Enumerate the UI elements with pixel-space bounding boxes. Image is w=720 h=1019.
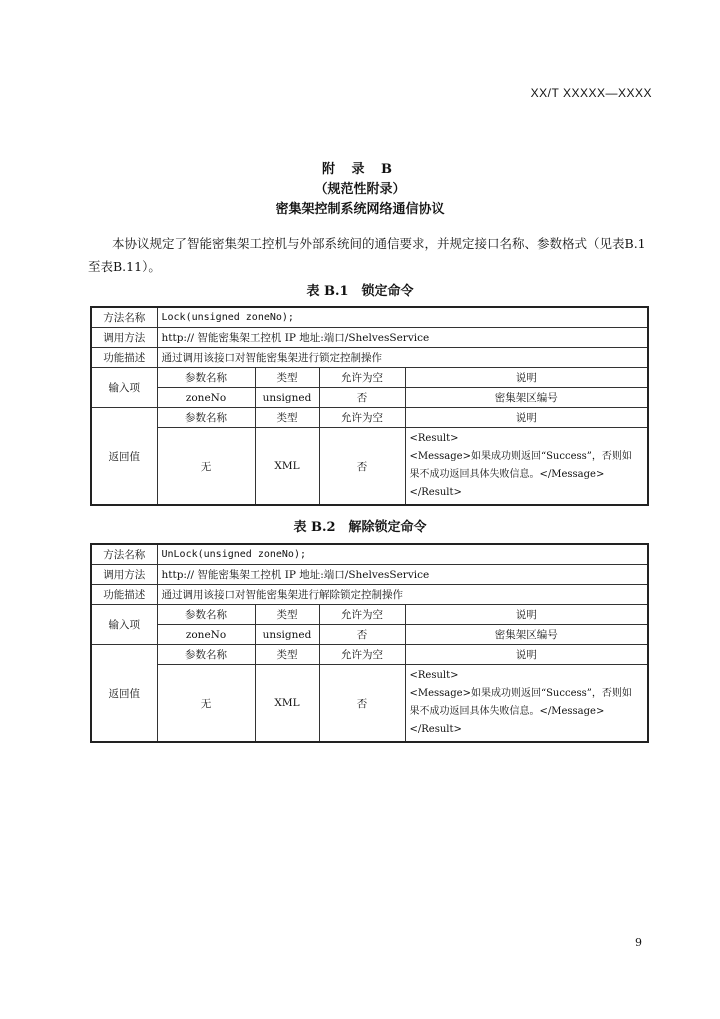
return-desc-line: 果不成功返回具体失败信息。</Message>: [409, 469, 605, 480]
func-value: 通过调用该接口对智能密集架进行解除锁定控制操作: [157, 585, 648, 605]
return-label: 返回值: [91, 645, 157, 743]
document-code: XX/T XXXXX—XXXX: [530, 86, 652, 100]
input-type: unsigned: [255, 388, 319, 408]
table-row: [91, 665, 648, 743]
call-value: http:// 智能密集架工控机 IP 地址:端口/ShelvesService: [157, 328, 648, 348]
input-label: 输入项: [91, 605, 157, 645]
table-row: [91, 368, 648, 388]
input-desc: 密集架区编号: [405, 625, 648, 645]
return-desc-line: <Message>如果成功则返回“Success”，否则如: [409, 451, 632, 462]
appendix-subtitle: （规范性附录）: [314, 182, 406, 197]
func-label: 功能描述: [91, 585, 157, 605]
method-value: Lock(unsigned zoneNo);: [157, 307, 648, 328]
call-label: 调用方法: [91, 565, 157, 585]
appendix-title: 附 录 B: [321, 162, 399, 177]
return-param: 无: [157, 665, 255, 743]
intro-paragraph: 本协议规定了智能密集架工控机与外部系统间的通信要求，并规定接口名称、参数格式（见表B.1至表B.11）。: [88, 236, 646, 274]
header-type: 类型: [255, 408, 319, 428]
input-param: zoneNo: [157, 625, 255, 645]
table-row: [91, 328, 648, 348]
table-caption: 表 B.1 锁定命令: [306, 284, 414, 299]
table-row: [91, 388, 648, 408]
header-nullable: 允许为空: [319, 645, 405, 665]
table-row: [91, 645, 648, 665]
header-nullable: 允许为空: [319, 605, 405, 625]
return-desc-line: <Result>: [409, 433, 459, 444]
return-nullable: 否: [319, 428, 405, 506]
page-number: 9: [635, 936, 642, 949]
return-desc-line: </Result>: [409, 724, 462, 735]
header-nullable: 允许为空: [319, 368, 405, 388]
func-value: 通过调用该接口对智能密集架进行锁定控制操作: [157, 348, 648, 368]
header-desc: 说明: [405, 605, 648, 625]
return-param: 无: [157, 428, 255, 506]
header-param: 参数名称: [157, 645, 255, 665]
return-desc-line: <Result>: [409, 670, 459, 681]
return-type: XML: [255, 665, 319, 743]
return-desc: [405, 665, 648, 743]
header-desc: 说明: [405, 408, 648, 428]
header-type: 类型: [255, 368, 319, 388]
return-type: XML: [255, 428, 319, 506]
table-row: [91, 605, 648, 625]
table-row: [91, 307, 648, 328]
table-row: [91, 625, 648, 645]
return-nullable: 否: [319, 665, 405, 743]
call-value: http:// 智能密集架工控机 IP 地址:端口/ShelvesService: [157, 565, 648, 585]
input-desc: 密集架区编号: [405, 388, 648, 408]
table-row: [91, 348, 648, 368]
method-label: 方法名称: [91, 544, 157, 565]
table-row: [91, 408, 648, 428]
header-desc: 说明: [405, 645, 648, 665]
return-desc-line: 果不成功返回具体失败信息。</Message>: [409, 706, 605, 717]
method-label: 方法名称: [91, 307, 157, 328]
method-value: UnLock(unsigned zoneNo);: [157, 544, 648, 565]
header-type: 类型: [255, 645, 319, 665]
input-nullable: 否: [319, 625, 405, 645]
input-type: unsigned: [255, 625, 319, 645]
header-param: 参数名称: [157, 605, 255, 625]
header-desc: 说明: [405, 368, 648, 388]
table-row: [91, 565, 648, 585]
return-desc-line: <Message>如果成功则返回“Success”，否则如: [409, 688, 632, 699]
input-nullable: 否: [319, 388, 405, 408]
header-type: 类型: [255, 605, 319, 625]
return-desc-line: </Result>: [409, 487, 462, 498]
table-caption: 表 B.2 解除锁定命令: [293, 520, 427, 535]
return-label: 返回值: [91, 408, 157, 506]
return-desc: [405, 428, 648, 506]
input-param: zoneNo: [157, 388, 255, 408]
unlock-command-table: [90, 543, 649, 743]
call-label: 调用方法: [91, 328, 157, 348]
appendix-main-title: 密集架控制系统网络通信协议: [275, 202, 445, 217]
table-row: [91, 544, 648, 565]
table-row: [91, 585, 648, 605]
table-row: [91, 428, 648, 506]
lock-command-table: [90, 306, 649, 506]
header-nullable: 允许为空: [319, 408, 405, 428]
header-param: 参数名称: [157, 368, 255, 388]
func-label: 功能描述: [91, 348, 157, 368]
header-param: 参数名称: [157, 408, 255, 428]
input-label: 输入项: [91, 368, 157, 408]
